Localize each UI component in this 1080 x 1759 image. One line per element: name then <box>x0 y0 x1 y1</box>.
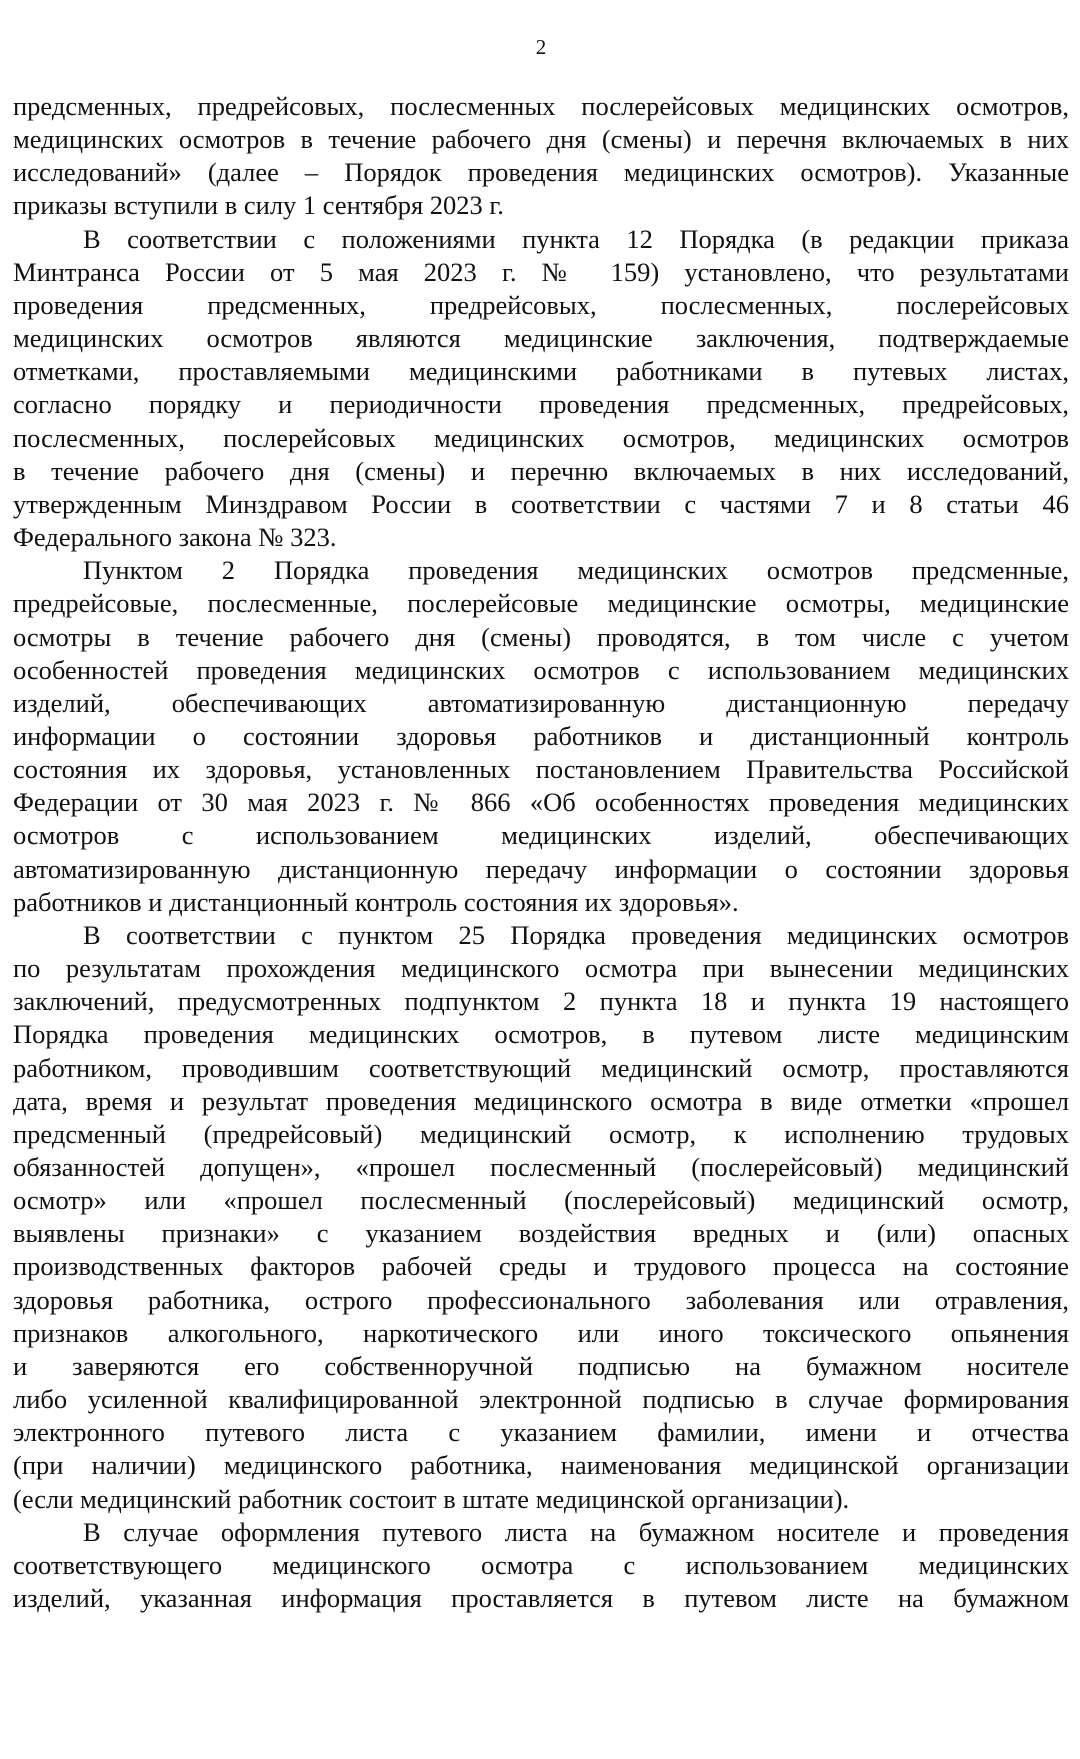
document-body <box>13 90 1069 1615</box>
text-line: изделий, обеспечивающих автоматизированную дистанционную передачу <box>13 687 1069 718</box>
text-line: В соответствии с пунктом 25 Порядка проведения медицинских осмотров <box>83 919 1069 950</box>
text-line: предсменных, предрейсовых, послесменных послерейсовых медицинских осмотров, <box>13 91 1069 121</box>
text-line: отметками, проставляемыми медицинскими работниками в путевых листах, <box>13 356 1069 387</box>
text-line: признаков алкогольного, наркотического или иного токсического опьянения <box>13 1317 1069 1348</box>
text-line: работников и дистанционный контроль состояния их здоровья». <box>13 886 739 917</box>
text-line: автоматизированную дистанционную передачу информации о состоянии здоровья <box>13 853 1069 884</box>
text-line: медицинских осмотров являются медицинские заключения, подтверждаемые <box>13 323 1069 354</box>
text-line: В соответствии с положениями пункта 12 Порядка (в редакции приказа <box>83 223 1069 254</box>
text-line: (если медицинский работник состоит в штате медицинской организации). <box>13 1483 850 1514</box>
text-line: дата, время и результат проведения медицинского осмотра в виде отметки «прошел <box>13 1085 1069 1116</box>
text-line: состояния их здоровья, установленных постановлением Правительства Российской <box>13 754 1069 785</box>
text-line: Федерации от 30 мая 2023 г. № 866 «Об особенностях проведения медицинских <box>13 787 1069 818</box>
text-line: осмотр» или «прошел послесменный (послерейсовый) медицинский осмотр, <box>13 1185 1069 1216</box>
text-line: предсменный (предрейсовый) медицинский осмотр, к исполнению трудовых <box>13 1118 1069 1149</box>
text-line: предрейсовые, послесменные, послерейсовые медицинские осмотры, медицинские <box>13 588 1069 619</box>
text-line: по результатам прохождения медицинского осмотра при вынесении медицинских <box>13 953 1069 984</box>
text-line: информации о состоянии здоровья работников и дистанционный контроль <box>13 720 1069 751</box>
text-line: электронного путевого листа с указанием фамилии, имени и отчества <box>13 1417 1069 1448</box>
text-line: работником, проводившим соответствующий медицинский осмотр, проставляются <box>13 1052 1069 1083</box>
text-line: проведения предсменных, предрейсовых, послесменных, послерейсовых <box>13 289 1069 320</box>
page-number: 2 <box>535 35 547 59</box>
text-line: изделий, указанная информация проставляется в путевом листе на бумажном <box>13 1583 1069 1614</box>
text-line: Минтранса России от 5 мая 2023 г. № 159) установлено, что результатами <box>13 256 1069 287</box>
text-line: выявлены признаки» с указанием воздействия вредных и (или) опасных <box>13 1218 1069 1249</box>
text-line: в течение рабочего дня (смены) и перечню включаемых в них исследований, <box>13 455 1069 486</box>
text-line: здоровья работника, острого профессионального заболевания или отравления, <box>13 1284 1069 1315</box>
text-line: приказы вступили в силу 1 сентября 2023 г. <box>13 190 504 221</box>
text-line: заключений, предусмотренных подпунктом 2 пункта 18 и пункта 19 настоящего <box>13 986 1069 1017</box>
text-line: Порядка проведения медицинских осмотров, в путевом листе медицинским <box>13 1019 1069 1050</box>
text-line: послесменных, послерейсовых медицинских осмотров, медицинских осмотров <box>13 422 1069 453</box>
text-line: производственных факторов рабочей среды и трудового процесса на состояние <box>13 1251 1069 1282</box>
text-line: осмотры в течение рабочего дня (смены) проводятся, в том числе с учетом <box>13 621 1069 652</box>
text-line: утвержденным Минздравом России в соответствии с частями 7 и 8 статьи 46 <box>13 488 1069 519</box>
text-line: В случае оформления путевого листа на бумажном носителе и проведения <box>83 1516 1069 1547</box>
text-line: (при наличии) медицинского работника, наименования медицинской организации <box>13 1450 1069 1481</box>
text-line: исследований» (далее – Порядок проведения медицинских осмотров). Указанные <box>13 157 1069 188</box>
text-line: и заверяются его собственноручной подписью на бумажном носителе <box>13 1350 1069 1381</box>
text-line: Пунктом 2 Порядка проведения медицинских осмотров предсменные, <box>83 555 1069 586</box>
text-line: медицинских осмотров в течение рабочего дня (смены) и перечня включаемых в них <box>13 124 1069 155</box>
text-line: особенностей проведения медицинских осмотров с использованием медицинских <box>13 654 1069 685</box>
text-line: либо усиленной квалифицированной электронной подписью в случае формирования <box>13 1384 1069 1415</box>
text-line: соответствующего медицинского осмотра с использованием медицинских <box>13 1549 1069 1580</box>
text-line: обязанностей допущен», «прошел послесменный (послерейсовый) медицинский <box>13 1152 1069 1182</box>
text-line: осмотров с использованием медицинских изделий, обеспечивающих <box>13 820 1069 851</box>
text-line: согласно порядку и периодичности проведения предсменных, предрейсовых, <box>13 389 1069 420</box>
text-line: Федерального закона № 323. <box>13 522 337 553</box>
